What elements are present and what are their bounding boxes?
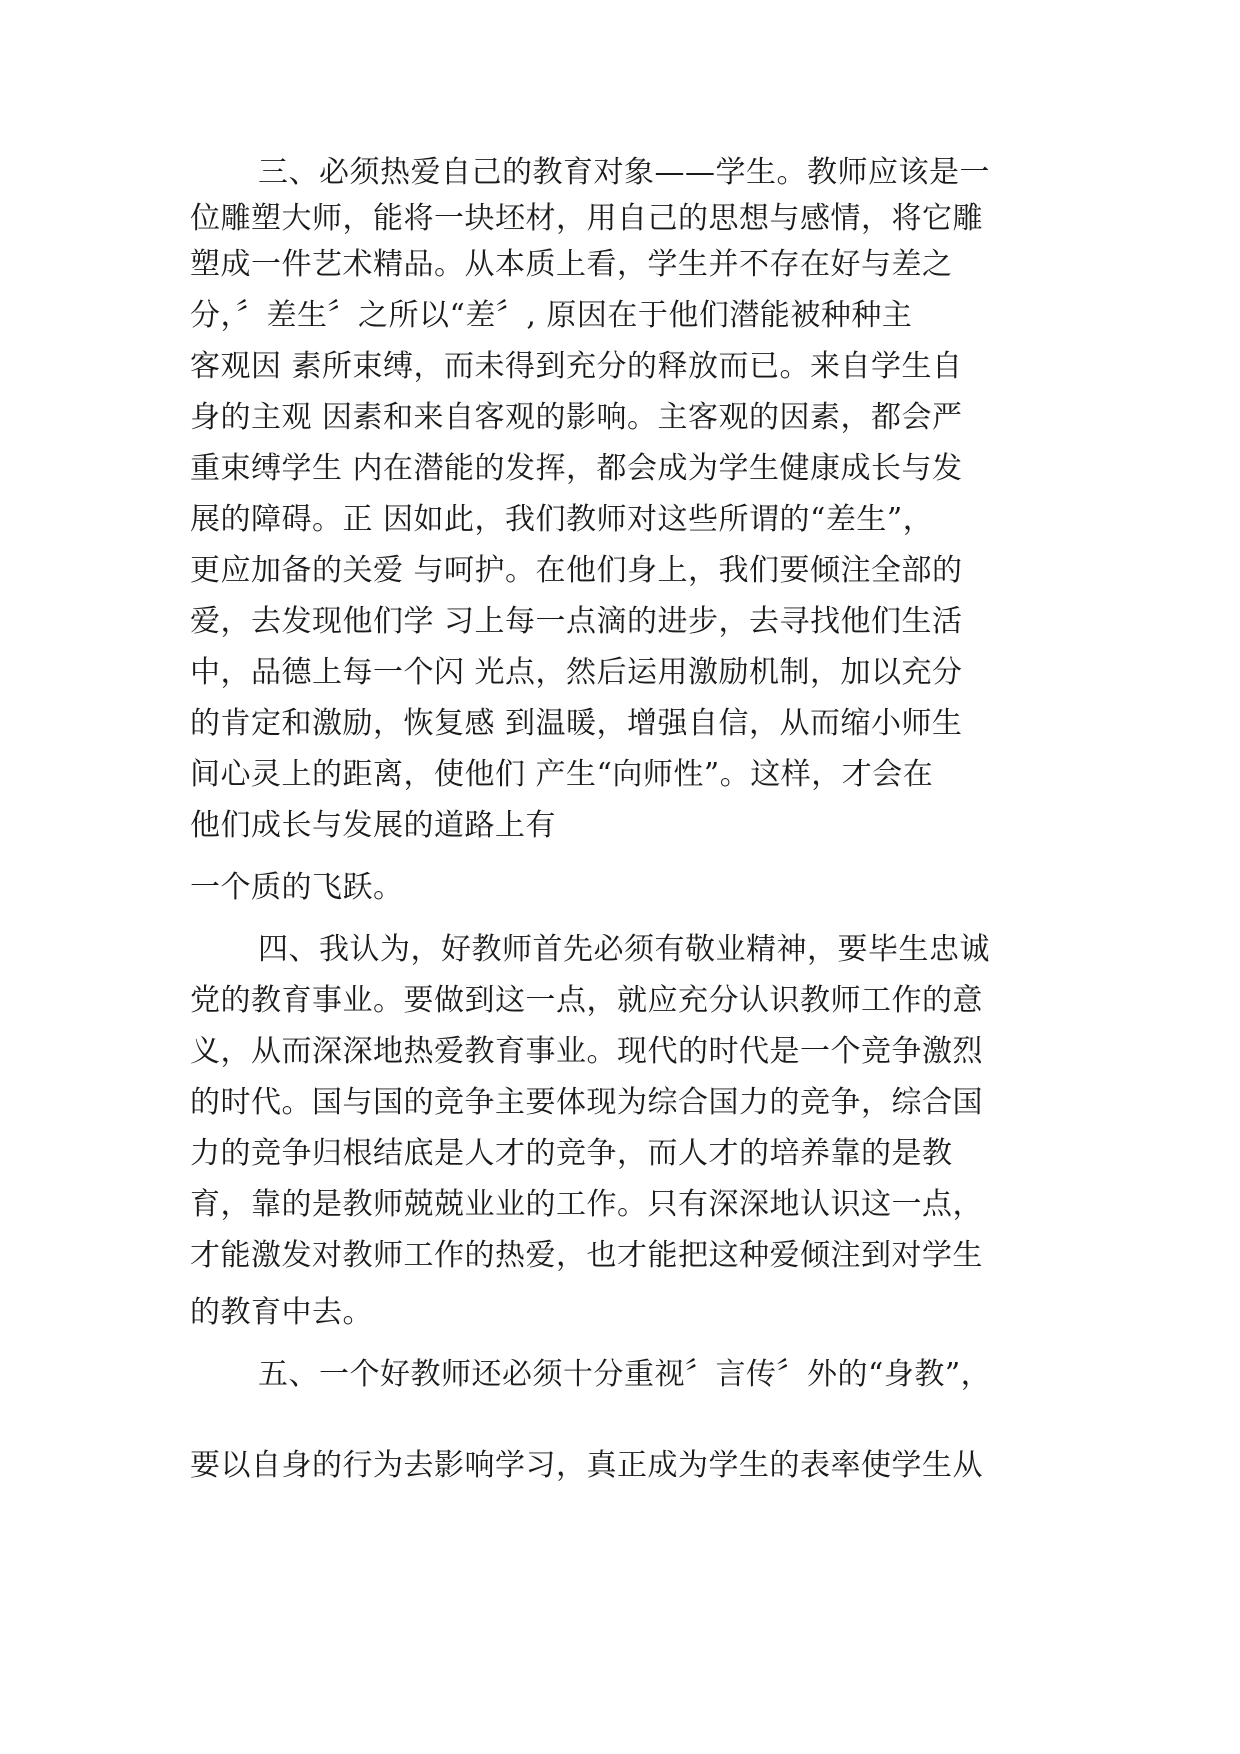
text-line-23: 的教育中去。	[190, 1295, 373, 1330]
text-line-14: 他们成长与发展的道路上有	[190, 808, 556, 843]
text-line-9: 更应加备的关爱 与呵护。在他们身上，我们要倾注全部的	[190, 553, 963, 588]
text-line-24: 五、一个好教师还必须十分重视〞言传〞外的“身教”，	[258, 1357, 992, 1392]
text-line-3: 塑成一件艺术精品。从本质上看，学生并不存在好与差之	[190, 247, 953, 282]
text-line-7: 重束缚学生 内在潜能的发挥，都会成为学生健康成长与发	[190, 451, 963, 486]
text-line-22: 才能激发对教师工作的热爱，也才能把这种爱倾注到对学生	[190, 1238, 983, 1273]
text-line-6: 身的主观 因素和来自客观的影响。主客观的因素，都会严	[190, 400, 963, 435]
text-line-18: 义，从而深深地热爱教育事业。现代的时代是一个竞争激烈	[190, 1034, 983, 1069]
text-line-11: 中，品德上每一个闪 光点，然后运用激励机制，加以充分	[190, 655, 963, 690]
text-line-1: 三、必须热爱自己的教育对象——学生。教师应该是一	[258, 155, 990, 190]
text-line-10: 爱，去发现他们学 习上每一点滴的进步，去寻找他们生活	[190, 604, 963, 639]
text-line-15: 一个质的飞跃。	[190, 870, 404, 905]
text-line-12: 的肯定和激励，恢复感 到温暖，增强自信，从而缩小师生	[190, 706, 963, 741]
text-line-8: 展的障碍。正 因如此，我们教师对这些所谓的“差生”，	[190, 502, 934, 537]
text-line-16: 四、我认为，好教师首先必须有敬业精神，要毕生忠诚	[258, 932, 990, 967]
text-line-13: 间心灵上的距离，使他们 产生“向师性”。这样，才会在	[190, 757, 934, 792]
text-line-2: 位雕塑大师，能将一块坯材，用自己的思想与感情，将它雕	[190, 201, 983, 236]
text-line-20: 力的竞争归根结底是人才的竞争，而人才的培养靠的是教	[190, 1136, 953, 1171]
text-line-21: 育，靠的是教师兢兢业业的工作。只有深深地认识这一点，	[190, 1187, 983, 1222]
text-line-17: 党的教育事业。要做到这一点，就应充分认识教师工作的意	[190, 983, 983, 1018]
text-line-19: 的时代。国与国的竞争主要体现为综合国力的竞争，综合国	[190, 1085, 983, 1120]
text-line-25: 要以自身的行为去影响学习，真正成为学生的表率使学生从	[190, 1448, 983, 1483]
text-line-4: 分，〞差生〞之所以“差〞, 原因在于他们潜能被种种主	[190, 298, 913, 333]
text-line-5: 客观因 素所束缚，而未得到充分的释放而已。来自学生自	[190, 349, 963, 384]
